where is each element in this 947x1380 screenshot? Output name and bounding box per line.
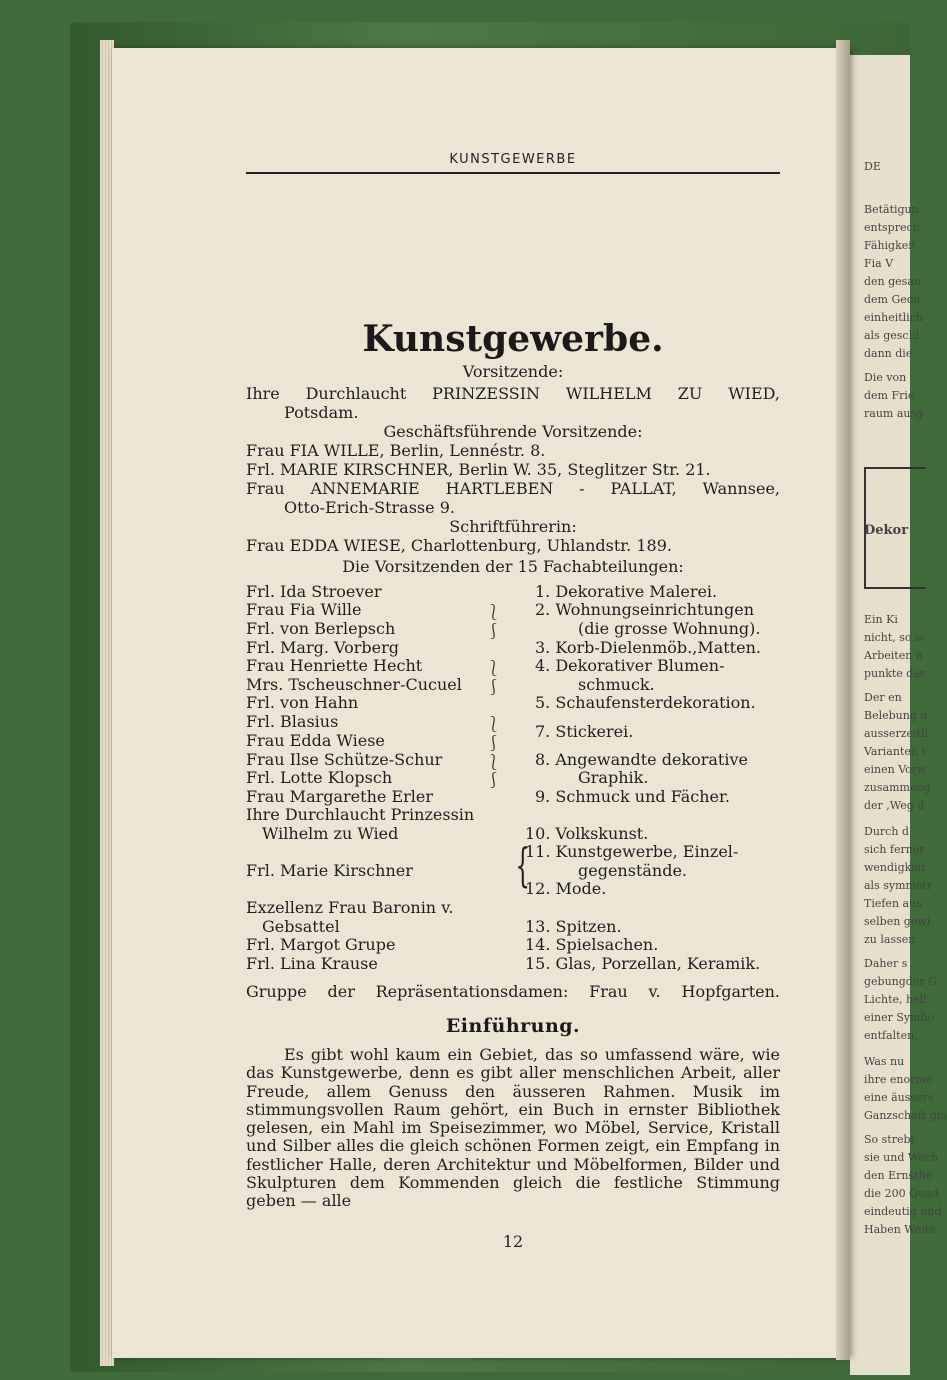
facing-text: Ganzschaft gla: [864, 1109, 947, 1122]
schriftfuehrerin-line: Frau EDDA WIESE, Charlottenburg, Uhlandstr. 189.: [246, 536, 672, 555]
header-rule: [246, 172, 780, 174]
chair-name: Frl. Lina Krause: [246, 954, 378, 973]
geschaeftsfuehrende-line: Otto-Erich-Strasse 9.: [284, 498, 455, 517]
vorsitzende-label: Vorsitzende:: [462, 362, 564, 381]
facing-text: Daher s: [864, 957, 908, 970]
department: (die grosse Wohnung).: [578, 619, 761, 638]
facing-text: Was nu: [864, 1055, 905, 1068]
facing-text: Varianten i: [864, 745, 925, 758]
facing-text: Haben Weite: [864, 1223, 936, 1236]
facing-text: Lichte, hell: [864, 993, 927, 1006]
vorsitzende-line: Potsdam.: [284, 403, 359, 422]
chair-name: Frau Henriette Hecht: [246, 656, 423, 675]
facing-text: Fähigkeit: [864, 239, 917, 252]
facing-text: Belebung d: [864, 709, 928, 722]
facing-text: Tiefen aus: [864, 897, 922, 910]
facing-page: [850, 55, 947, 1375]
department: 11. Kunstgewerbe, Einzel-: [525, 842, 739, 861]
facing-text: dann die: [864, 347, 913, 360]
facing-text: ausserzeitli: [864, 727, 928, 740]
chair-name: Mrs. Tscheuschner-Cucuel: [246, 675, 462, 694]
facing-text: entfalten.: [864, 1029, 918, 1042]
chair-name: Frau Fia Wille: [246, 600, 362, 619]
facing-text: Fia V: [864, 257, 894, 270]
facing-text: wendigkeit: [864, 861, 926, 874]
facing-text: als symmetr: [864, 879, 933, 892]
department: 5. Schaufensterdekoration.: [535, 693, 756, 712]
chair-name: Frau Edda Wiese: [246, 731, 385, 750]
facing-text: einen Vorw: [864, 763, 927, 776]
facing-text: ihre enorme: [864, 1073, 933, 1086]
department: 14. Spielsachen.: [525, 935, 659, 954]
facing-text: als geschl: [864, 329, 920, 342]
facing-text: den gesan: [864, 275, 921, 288]
chair-name: Frau Margarethe Erler: [246, 787, 433, 806]
running-header: KUNSTGEWERBE: [449, 152, 577, 167]
chair-name: Wilhelm zu Wied: [262, 824, 399, 843]
facing-text: die 200 Quad: [864, 1187, 939, 1200]
chair-name: Frl. Lotte Klopsch: [246, 768, 393, 787]
brace-mark: ⎱: [486, 753, 502, 771]
facing-text: eindeutig und: [864, 1205, 942, 1218]
department: 10. Volkskunst.: [525, 824, 649, 843]
geschaeftsfuehrende-line: Frl. MARIE KIRSCHNER, Berlin W. 35, Steglitzer Str. 21.: [246, 460, 711, 479]
geschaeftsfuehrende-label: Geschäftsführende Vorsitzende:: [383, 422, 643, 441]
schriftfuehrerin-label: Schriftführerin:: [449, 517, 577, 536]
facing-text: den Ernsthe: [864, 1169, 933, 1182]
department: 13. Spitzen.: [525, 917, 622, 936]
brace-mark: ⎰: [486, 771, 502, 789]
department: 7. Stickerei.: [535, 722, 634, 741]
facing-text: dem Frie: [864, 389, 915, 402]
department: gegenstände.: [578, 861, 688, 880]
page-title: Kunstgewerbe.: [362, 318, 664, 360]
department: schmuck.: [578, 675, 655, 694]
facing-text: sich ferner: [864, 843, 925, 856]
section-heading: Einführung.: [445, 1015, 581, 1037]
facing-text: selben gewi: [864, 915, 931, 928]
facing-text: Durch d: [864, 825, 909, 838]
page-number: 12: [502, 1232, 524, 1251]
facing-text: Dekor: [864, 523, 909, 538]
department: 4. Dekorativer Blumen-: [535, 656, 725, 675]
brace-mark: ⎰: [486, 622, 502, 640]
brace-mark: ⎱: [486, 603, 502, 621]
brace-mark: {: [515, 838, 530, 892]
department: 9. Schmuck und Fächer.: [535, 787, 730, 806]
department: 3. Korb-Dielenmöb.,Matten.: [535, 638, 761, 657]
facing-text: So strebt: [864, 1133, 915, 1146]
chair-name: Frl. Blasius: [246, 712, 339, 731]
facing-text: Arbeiten n: [864, 649, 923, 662]
intro-paragraph: Es gibt wohl kaum ein Gebiet, das so umfassend wäre, wie das Kunstgewerbe, denn es gibt aller menschlichen Arbeit, aller Freude, allem Genuss den äusseren Rahmen. Musik im stimmungsvollen Raum gehört, ein Buch in ernster Bibliothek gelesen, ein Mahl im Speisezimmer, wo Möbel, Service, Kristall und Silber alles die gleich schönen Formen zeigt, ein Empfang in festlicher Halle, deren Architektur und Möbelformen, Bilder und Skulpturen dem Kommenden gleich die festliche Stimmung geben — alle: [246, 1045, 780, 1211]
fachabteilungen-heading: Die Vorsitzenden der 15 Fachabteilungen:: [342, 557, 684, 576]
facing-text: punkte dar: [864, 667, 926, 680]
facing-text: DE: [864, 160, 881, 173]
chair-name: Frl. Margot Grupe: [246, 935, 396, 954]
chair-name: Exzellenz Frau Baronin v.: [246, 898, 454, 917]
facing-text: Ein Ki: [864, 613, 898, 626]
facing-text: einer Symbo: [864, 1011, 935, 1024]
facing-text: Die von: [864, 371, 907, 384]
chair-name: Frl. Marie Kirschner: [246, 861, 413, 880]
facing-text: raum ausg: [864, 407, 924, 420]
chair-name: Ihre Durchlaucht Prinzessin: [246, 805, 475, 824]
chair-name: Frl. von Berlepsch: [246, 619, 396, 638]
facing-text: der ,Weg d: [864, 799, 925, 812]
geschaeftsfuehrende-line: Frau FIA WILLE, Berlin, Lennéstr. 8.: [246, 441, 546, 460]
brace-mark: ⎰: [486, 734, 502, 752]
brace-mark: ⎱: [486, 715, 502, 733]
department: 8. Angewandte dekorative: [535, 750, 748, 769]
chair-name: Gebsattel: [262, 917, 340, 936]
department: 2. Wohnungseinrichtungen: [535, 600, 754, 619]
vorsitzende-line: Ihre Durchlaucht PRINZESSIN WILHELM ZU WIED,: [246, 384, 780, 403]
chair-name: Frau Ilse Schütze-Schur: [246, 750, 443, 769]
facing-text: zusammeng: [864, 781, 931, 794]
brace-mark: ⎰: [486, 678, 502, 696]
facing-text: zu lassen.: [864, 933, 919, 946]
facing-text: entsprech: [864, 221, 920, 234]
chair-name: Frl. von Hahn: [246, 693, 359, 712]
facing-text: einheitlich: [864, 311, 923, 324]
chair-name: Frl. Marg. Vorberg: [246, 638, 399, 657]
facing-text: Betätigun: [864, 203, 919, 216]
chair-name: Frl. Ida Stroever: [246, 582, 382, 601]
department: 12. Mode.: [525, 879, 607, 898]
gruppe-line: Gruppe der Repräsentationsdamen: Frau v. Hopfgarten.: [246, 982, 780, 1001]
department: 15. Glas, Porzellan, Keramik.: [525, 954, 761, 973]
department: 1. Dekorative Malerei.: [535, 582, 718, 601]
gutter-shadow: [836, 40, 850, 1360]
facing-text: dem Geda: [864, 293, 921, 306]
facing-text: gebungder G: [864, 975, 937, 988]
facing-text: sie und Wech: [864, 1151, 939, 1164]
facing-text: eine äussere: [864, 1091, 935, 1104]
geschaeftsfuehrende-line: Frau ANNEMARIE HARTLEBEN - PALLAT, Wannsee,: [246, 479, 780, 498]
department: Graphik.: [578, 768, 649, 787]
facing-text: Der en: [864, 691, 902, 704]
facing-text: nicht, so is: [864, 631, 925, 644]
brace-mark: ⎱: [486, 659, 502, 677]
